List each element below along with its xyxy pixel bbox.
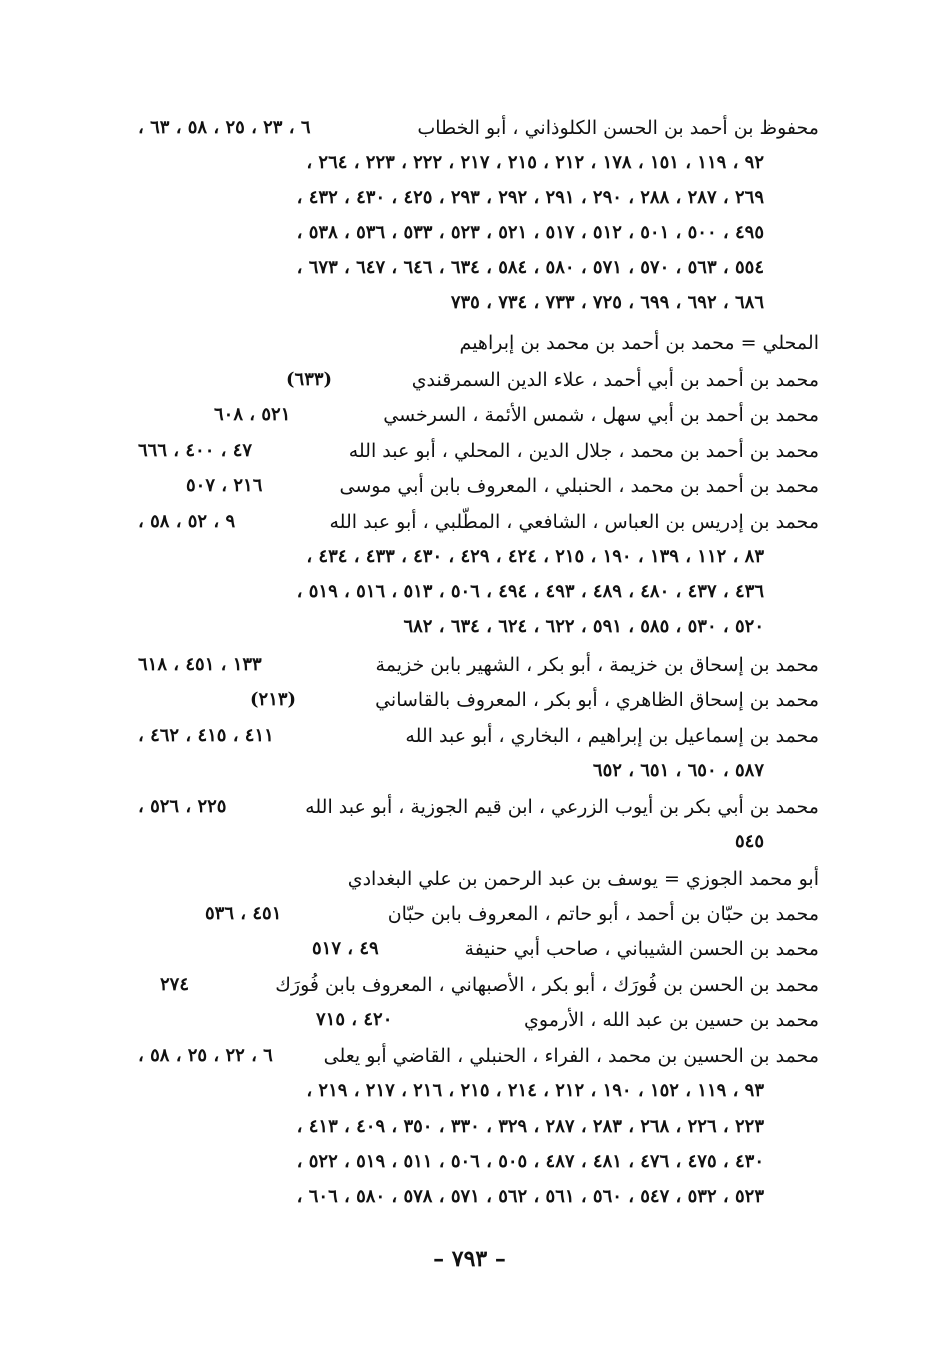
index-entry-pages: ٢٢٥ ، ٥٢٦ ، [138,796,227,817]
index-entry-pages: ٤٢٠ ، ٧١٥ [316,1009,393,1030]
index-entry-name: محمد بن أحمد بن محمد ، جلال الدين ، المحلي ، أبو عبد الله [348,440,819,462]
index-entry-name: محمد بن أحمد بن أبي أحمد ، علاء الدين السمرقندي [411,369,819,391]
index-entry-name: محمد بن أبي بكر بن أيوب الزرعي ، ابن قيم الجوزية ، أبو عبد الله [305,796,819,818]
index-continuation-line: ٤٣٠ ، ٤٧٥ ، ٤٧٦ ، ٤٨١ ، ٤٨٧ ، ٥٠٥ ، ٥٠٦ ، ٥١١ ، ٥١٩ ، ٥٢٢ ، [296,1151,764,1172]
index-continuation-line: ٩٢ ، ١١٩ ، ١٥١ ، ١٧٨ ، ٢١٢ ، ٢١٥ ، ٢١٧ ، ٢٢٢ ، ٢٢٣ ، ٢٦٤ ، [306,152,764,173]
index-entry-pages: ٩ ، ٥٢ ، ٥٨ ، [138,511,236,532]
index-entry-name: محمد بن إسماعيل بن إبراهيم ، البخاري ، أبو عبد الله [405,725,819,747]
index-entry-pages: ٢٧٤ [160,974,190,995]
index-entry-name: محمد بن الحسين بن محمد ، الفراء ، الحنبلي ، القاضي أبو يعلى [323,1045,819,1067]
cross-reference-entry: المحلي = محمد بن أحمد بن محمد بن إبراهيم [459,332,819,354]
index-entry-pages: ٦ ، ٢٣ ، ٢٥ ، ٥٨ ، ٦٣ ، [138,117,311,138]
index-entry-pages: ٤٩ ، ٥١٧ [312,938,379,959]
index-continuation-line: ٤٩٥ ، ٥٠٠ ، ٥٠١ ، ٥١٢ ، ٥١٧ ، ٥٢١ ، ٥٢٣ ، ٥٣٣ ، ٥٣٦ ، ٥٣٨ ، [296,222,764,243]
cross-reference-entry: أبو محمد الجوزي = يوسف بن عبد الرحمن بن علي البغدادي [347,868,819,890]
index-entry-pages: ٦ ، ٢٢ ، ٢٥ ، ٥٨ ، [138,1045,273,1066]
index-continuation-line: ٥٢٠ ، ٥٣٠ ، ٥٨٥ ، ٥٩١ ، ٦٢٢ ، ٦٢٤ ، ٦٣٤ ، ٦٨٢ [403,616,764,637]
index-entry-name: محمد بن حسين بن عبد الله ، الأرموي [524,1009,819,1031]
index-entry-pages: (٢١٣) [250,689,297,710]
index-entry-pages: ٤٧ ، ٤٠٠ ، ٦٦٦ [138,440,253,461]
page-number: – ٧٩٣ – [433,1246,506,1272]
index-continuation-line: ٥٥٤ ، ٥٦٣ ، ٥٧٠ ، ٥٧١ ، ٥٨٠ ، ٥٨٤ ، ٦٣٤ ، ٦٤٦ ، ٦٤٧ ، ٦٧٣ ، [296,257,764,278]
index-entry-name: محمد بن حبّان بن أحمد ، أبو حاتم ، المعروف بابن حبّان [387,903,819,925]
index-continuation-line: ٥٨٧ ، ٦٥٠ ، ٦٥١ ، ٦٥٢ [592,760,764,781]
index-continuation-line: ٢٢٣ ، ٢٢٦ ، ٢٦٨ ، ٢٨٣ ، ٢٨٧ ، ٣٢٩ ، ٣٣٠ ، ٣٥٠ ، ٤٠٩ ، ٤١٣ ، [296,1116,764,1137]
index-entry-pages: ٤١١ ، ٤١٥ ، ٤٦٢ ، [138,725,274,746]
index-entry-pages: ٥٢١ ، ٦٠٨ [214,404,291,425]
index-entry-pages: ٢١٦ ، ٥٠٧ [186,475,263,496]
index-continuation-line: ٥٤٥ [734,831,764,852]
index-entry-name: محمد بن أحمد بن محمد ، الحنبلي ، المعروف بابن أبي موسى [339,475,819,497]
index-continuation-line: ٩٣ ، ١١٩ ، ١٥٢ ، ١٩٠ ، ٢١٢ ، ٢١٤ ، ٢١٥ ، ٢١٦ ، ٢١٧ ، ٢١٩ ، [306,1080,764,1101]
index-entry-name: محمد بن إسحاق الظاهري ، أبو بكر ، المعروف بالقاساني [375,689,819,711]
index-continuation-line: ٢٦٩ ، ٢٨٧ ، ٢٨٨ ، ٢٩٠ ، ٢٩١ ، ٢٩٢ ، ٢٩٣ ، ٤٢٥ ، ٤٣٠ ، ٤٣٢ ، [296,187,764,208]
index-continuation-line: ٨٣ ، ١١٢ ، ١٣٩ ، ١٩٠ ، ٢١٥ ، ٤٢٤ ، ٤٢٩ ، ٤٣٠ ، ٤٣٣ ، ٤٣٤ ، [306,546,764,567]
index-entry-name: محمد بن إسحاق بن خزيمة ، أبو بكر ، الشهير بابن خزيمة [375,654,819,676]
index-entry-name: محمد بن أحمد بن أبي سهل ، شمس الأئمة ، السرخسي [383,404,819,426]
index-entry-pages: ٤٥١ ، ٥٣٦ [205,903,282,924]
index-entry-name: محمد بن الحسن بن فُورَك ، أبو بكر ، الأصبهاني ، المعروف بابن فُورَك [275,974,819,996]
index-continuation-line: ٤٣٦ ، ٤٣٧ ، ٤٨٠ ، ٤٨٩ ، ٤٩٣ ، ٤٩٤ ، ٥٠٦ ، ٥١٣ ، ٥١٦ ، ٥١٩ ، [296,581,764,602]
index-continuation-line: ٥٢٣ ، ٥٣٢ ، ٥٤٧ ، ٥٦٠ ، ٥٦١ ، ٥٦٢ ، ٥٧١ ، ٥٧٨ ، ٥٨٠ ، ٦٠٦ ، [296,1186,764,1207]
index-continuation-line: ٦٨٦ ، ٦٩٢ ، ٦٩٩ ، ٧٢٥ ، ٧٣٣ ، ٧٣٤ ، ٧٣٥ [450,292,764,313]
index-entry-name: محمد بن الحسن الشيباني ، صاحب أبي حنيفة [464,938,819,960]
index-entry-pages: (٦٣٣) [286,369,333,390]
index-entry-pages: ١٣٣ ، ٤٥١ ، ٦١٨ [138,654,262,675]
index-entry-name: محمد بن إدريس بن العباس ، الشافعي ، المطّلبي ، أبو عبد الله [329,511,819,533]
index-entry-name: محفوظ بن أحمد بن الحسن الكلوذاني ، أبو الخطاب [417,117,819,139]
